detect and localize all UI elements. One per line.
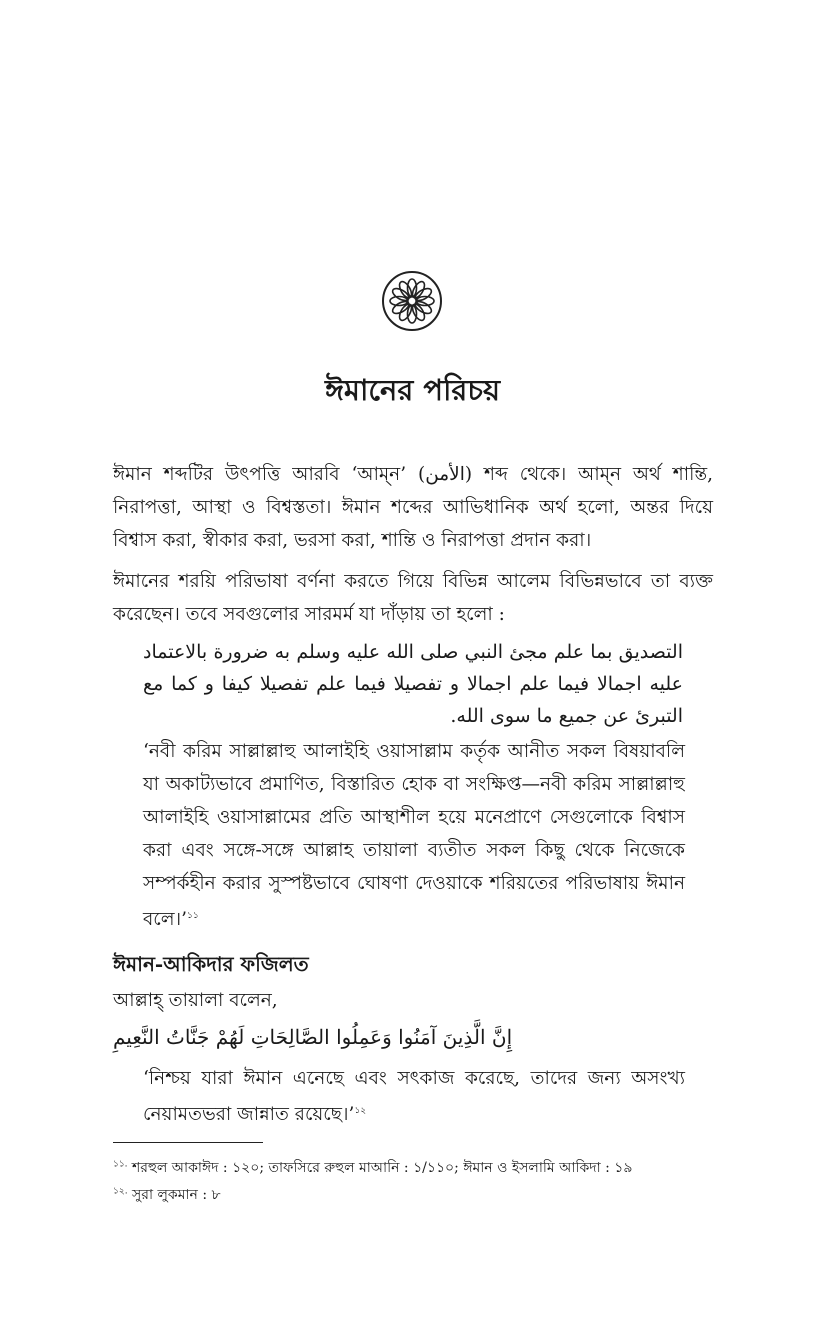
footnote-ref-11[interactable]: ১১ (187, 911, 199, 921)
paragraph-etymology: ঈমান শব্দটির উৎপত্তি আরবি ‘আম্‌ন’ (الأمن) শব্দ থেকে। আম্‌ন অর্থ শান্তি, নিরাপত্তা, আস্থা ও বিশ্বস্ততা। ঈমান শব্দের আভিধানিক অর্থ হলো, অন্তর দিয়ে বিশ্বাস করা, স্বীকার করা, ভরসা করা, শান্তি ও নিরাপত্তা প্রদান করা। (113, 464, 713, 551)
quran-verse: إِنَّ الَّذِينَ آمَنُوا وَعَمِلُوا الصَّالِحَاتِ لَهُمْ جَنَّاتُ النَّعِيمِ (113, 1025, 513, 1049)
section-heading: ঈমান-আকিদার ফজিলত (113, 952, 309, 976)
verse-intro: আল্লাহ্‌ তায়ালা বলেন, (113, 990, 278, 1011)
verse-translation-text: ‘নিশ্চয় যারা ঈমান এনেছে এবং সৎকাজ করেছে, তাদের জন্য অসংখ্য নেয়ামতভরা জান্নাত রয়েছে।’ (143, 1068, 685, 1126)
footnote-text: সুরা লুকমান : ৮ (132, 1187, 221, 1203)
arabic-definition: التصديق بما علم مجئ النبي صلى الله عليه وسلم به ضرورة بالاعتماد عليه اجمالا فيما علم اجمالا و تفصيلا فيما علم تفصيلا كيفا و كما مع التبرئ عن جميع ما سوى الله. (143, 641, 683, 727)
verse-translation (143, 1062, 685, 1131)
paragraph-definition-intro: ঈমানের শরয়ি পরিভাষা বর্ণনা করতে গিয়ে বিভিন্ন আলেম বিভিন্নভাবে তা ব্যক্ত করেছেন। তবে সবগুলোর সারমর্ম যা দাঁড়ায় তা হলো : (113, 571, 713, 625)
footnote-12 (113, 1183, 221, 1207)
footnote-ref-12[interactable]: ১২ (354, 1106, 367, 1116)
footnote-mark: ১২. (113, 1186, 128, 1197)
definition-translation (143, 735, 685, 936)
footnote-mark: ১১. (113, 1159, 128, 1170)
definition-translation-text: ‘নবী করিম সাল্লাল্লাহু আলাইহি ওয়াসাল্লাম কর্তৃক আনীত সকল বিষয়াবলি যা অকাট্যভাবে প্রমাণিত, বিস্তারিত হোক বা সংক্ষিপ্ত—নবী করিম সাল্লাল্লাহু আলাইহি ওয়াসাল্লামের প্রতি আস্থাশীল হয়ে মনেপ্রাণে সেগুলোকে বিশ্বাস করা এবং সঙ্গে-সঙ্গে আল্লাহ তায়ালা ব্যতীত সকল কিছু থেকে নিজেকে সম্পর্কহীন করার সুস্পষ্টভাবে ঘোষণা দেওয়াকে শরিয়তের পরিভাষায় ঈমান বলে।’ (143, 741, 685, 931)
chapter-title: ঈমানের পরিচয় (324, 373, 501, 407)
footnote-divider (113, 1142, 263, 1143)
flower-rosette-icon (381, 270, 443, 332)
footnote-text: শরহুল আকাঈদ : ১২০; তাফসিরে রুহুল মাআনি : ১/১১০; ঈমান ও ইসলামি আকিদা : ১৯ (132, 1160, 633, 1176)
footnote-11 (113, 1156, 632, 1180)
